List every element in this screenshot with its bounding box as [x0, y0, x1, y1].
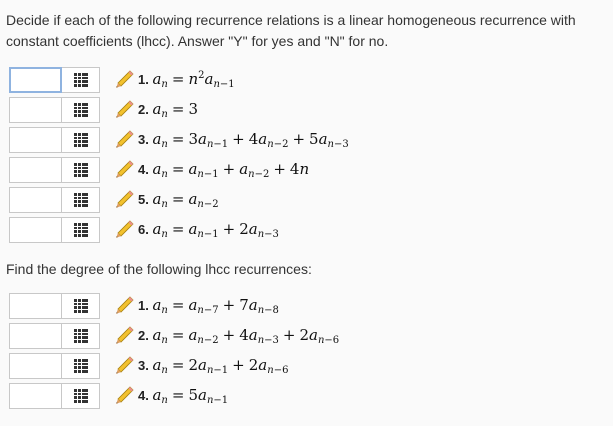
keypad-button[interactable]: [62, 293, 100, 319]
answer-input[interactable]: [9, 323, 62, 349]
pencil-icon: [114, 100, 134, 120]
question-row: [9, 96, 198, 124]
pencil-icon: [114, 220, 134, 240]
answer-input[interactable]: [9, 127, 62, 153]
pencil-icon: [114, 190, 134, 210]
keypad-button[interactable]: [62, 67, 100, 93]
question-label: 2. $a_n = a_{n-2} + 4a_{n-3} + 2a_{n-6}$: [138, 326, 340, 346]
question-row: [9, 186, 219, 214]
question-row: [9, 292, 279, 320]
keypad-grid-icon: [74, 299, 88, 313]
keypad-button[interactable]: [62, 217, 100, 243]
question-label: 6. $a_n = a_{n-1} + 2a_{n-3}$: [138, 220, 279, 240]
keypad-button[interactable]: [62, 323, 100, 349]
question-row: [9, 126, 349, 154]
question-label: 2. $a_n = 3$: [138, 100, 198, 120]
keypad-grid-icon: [74, 73, 88, 87]
answer-input[interactable]: [9, 67, 62, 93]
keypad-grid-icon: [74, 389, 88, 403]
question-row: [9, 352, 288, 380]
answer-input[interactable]: [9, 383, 62, 409]
answer-input[interactable]: [9, 293, 62, 319]
question-label: 1. $a_n = n^2a_{n-1}$: [138, 70, 235, 90]
keypad-button[interactable]: [62, 157, 100, 183]
pencil-icon: [114, 130, 134, 150]
instructions-text: Decide if each of the following recurrence relations is a linear homogeneous recurrence with constant coefficients (lhcc). Answer "Y" for yes and "N" for no.: [6, 12, 576, 49]
keypad-button[interactable]: [62, 127, 100, 153]
answer-input[interactable]: [9, 157, 62, 183]
keypad-grid-icon: [74, 193, 88, 207]
keypad-grid-icon: [74, 359, 88, 373]
pencil-icon: [114, 160, 134, 180]
question-row: [9, 382, 228, 410]
pencil-icon: [114, 356, 134, 376]
pencil-icon: [114, 296, 134, 316]
question-row: [9, 322, 339, 350]
question-label: 4. $a_n = 5a_{n-1}$: [138, 386, 229, 406]
answer-input[interactable]: [9, 353, 62, 379]
pencil-icon: [114, 386, 134, 406]
question-label: 5. $a_n = a_{n-2}$: [138, 190, 219, 210]
keypad-button[interactable]: [62, 383, 100, 409]
pencil-icon: [114, 326, 134, 346]
question-label: 3. $a_n = 2a_{n-1} + 2a_{n-6}$: [138, 356, 289, 376]
keypad-grid-icon: [74, 103, 88, 117]
answer-input[interactable]: [9, 97, 62, 123]
question-label: 1. $a_n = a_{n-7} + 7a_{n-8}$: [138, 296, 279, 316]
keypad-button[interactable]: [62, 97, 100, 123]
question-row: [9, 156, 309, 184]
question-row: [9, 216, 279, 244]
question-label: 4. $a_n = a_{n-1} + a_{n-2} + 4n$: [138, 160, 310, 180]
keypad-button[interactable]: [62, 353, 100, 379]
section-title: Find the degree of the following lhcc recurrences:: [6, 261, 312, 277]
question-label: 3. $a_n = 3a_{n-1} + 4a_{n-2} + 5a_{n-3}$: [138, 130, 349, 150]
answer-input[interactable]: [9, 217, 62, 243]
answer-input[interactable]: [9, 187, 62, 213]
pencil-icon: [114, 70, 134, 90]
keypad-grid-icon: [74, 223, 88, 237]
keypad-button[interactable]: [62, 187, 100, 213]
keypad-grid-icon: [74, 329, 88, 343]
question-row: [9, 66, 235, 94]
keypad-grid-icon: [74, 133, 88, 147]
keypad-grid-icon: [74, 163, 88, 177]
